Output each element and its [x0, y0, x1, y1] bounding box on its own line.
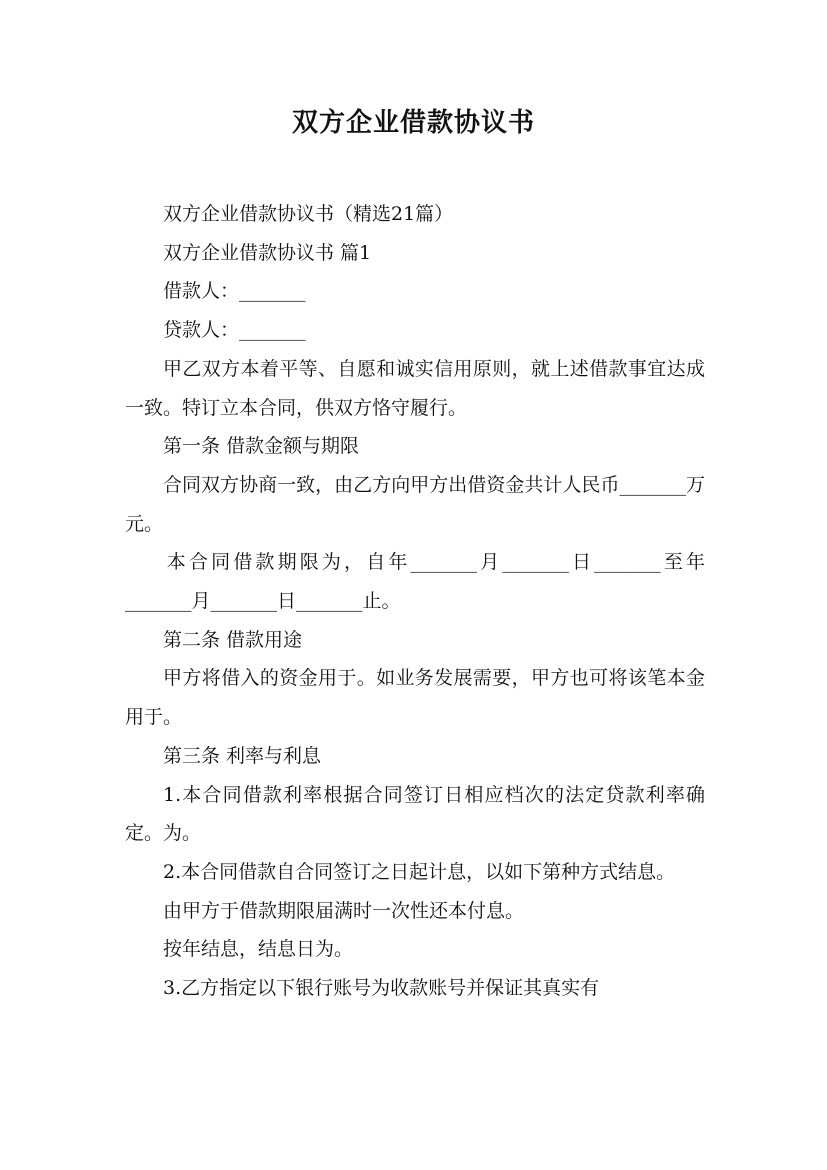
paragraph-loan-amount: 合同双方协商一致，由乙方向甲方出借资金共计人民币_______万元。: [125, 473, 705, 535]
paragraph-bank-account: 3.乙方指定以下银行账号为收款账号并保证其真实有: [163, 977, 600, 1000]
paragraph-clause-1-heading: 第一条 借款金额与期限: [163, 435, 360, 458]
paragraph-interest-rate: 1.本合同借款利率根据合同签订日相应档次的法定贷款利率确定。为。: [125, 783, 705, 845]
paragraph-clause-2-heading: 第二条 借款用途: [163, 628, 303, 651]
paragraph-borrower: 借款人：_______: [163, 280, 306, 303]
paragraph-repayment-option-1: 由甲方于借款期限届满时一次性还本付息。: [163, 899, 525, 922]
paragraph-interest-calculation: 2.本合同借款自合同签订之日起计息，以如下第种方式结息。: [163, 860, 676, 883]
paragraph-lender: 贷款人：_______: [163, 319, 306, 342]
document-title: 双方企业借款协议书: [291, 108, 535, 138]
document-body: [125, 195, 705, 1008]
paragraph-preamble: 甲乙双方本着平等、自愿和诚实信用原则，就上述借款事宜达成一致。特订立本合同，供双方恪守履行。: [125, 357, 705, 419]
paragraph-repayment-option-2: 按年结息，结息日为。: [163, 938, 354, 961]
paragraph-clause-3-heading: 第三条 利率与利息: [163, 744, 322, 767]
paragraph-article-heading: 双方企业借款协议书 篇1: [163, 241, 372, 264]
paragraph-loan-term: 本合同借款期限为，自年_______月_______日_______至年_______月_______日_______止。: [125, 551, 705, 613]
paragraph-loan-purpose: 甲方将借入的资金用于。如业务发展需要，甲方也可将该笔本金用于。: [125, 667, 705, 729]
paragraph-subtitle: 双方企业借款协议书（精选21篇）: [163, 203, 454, 225]
